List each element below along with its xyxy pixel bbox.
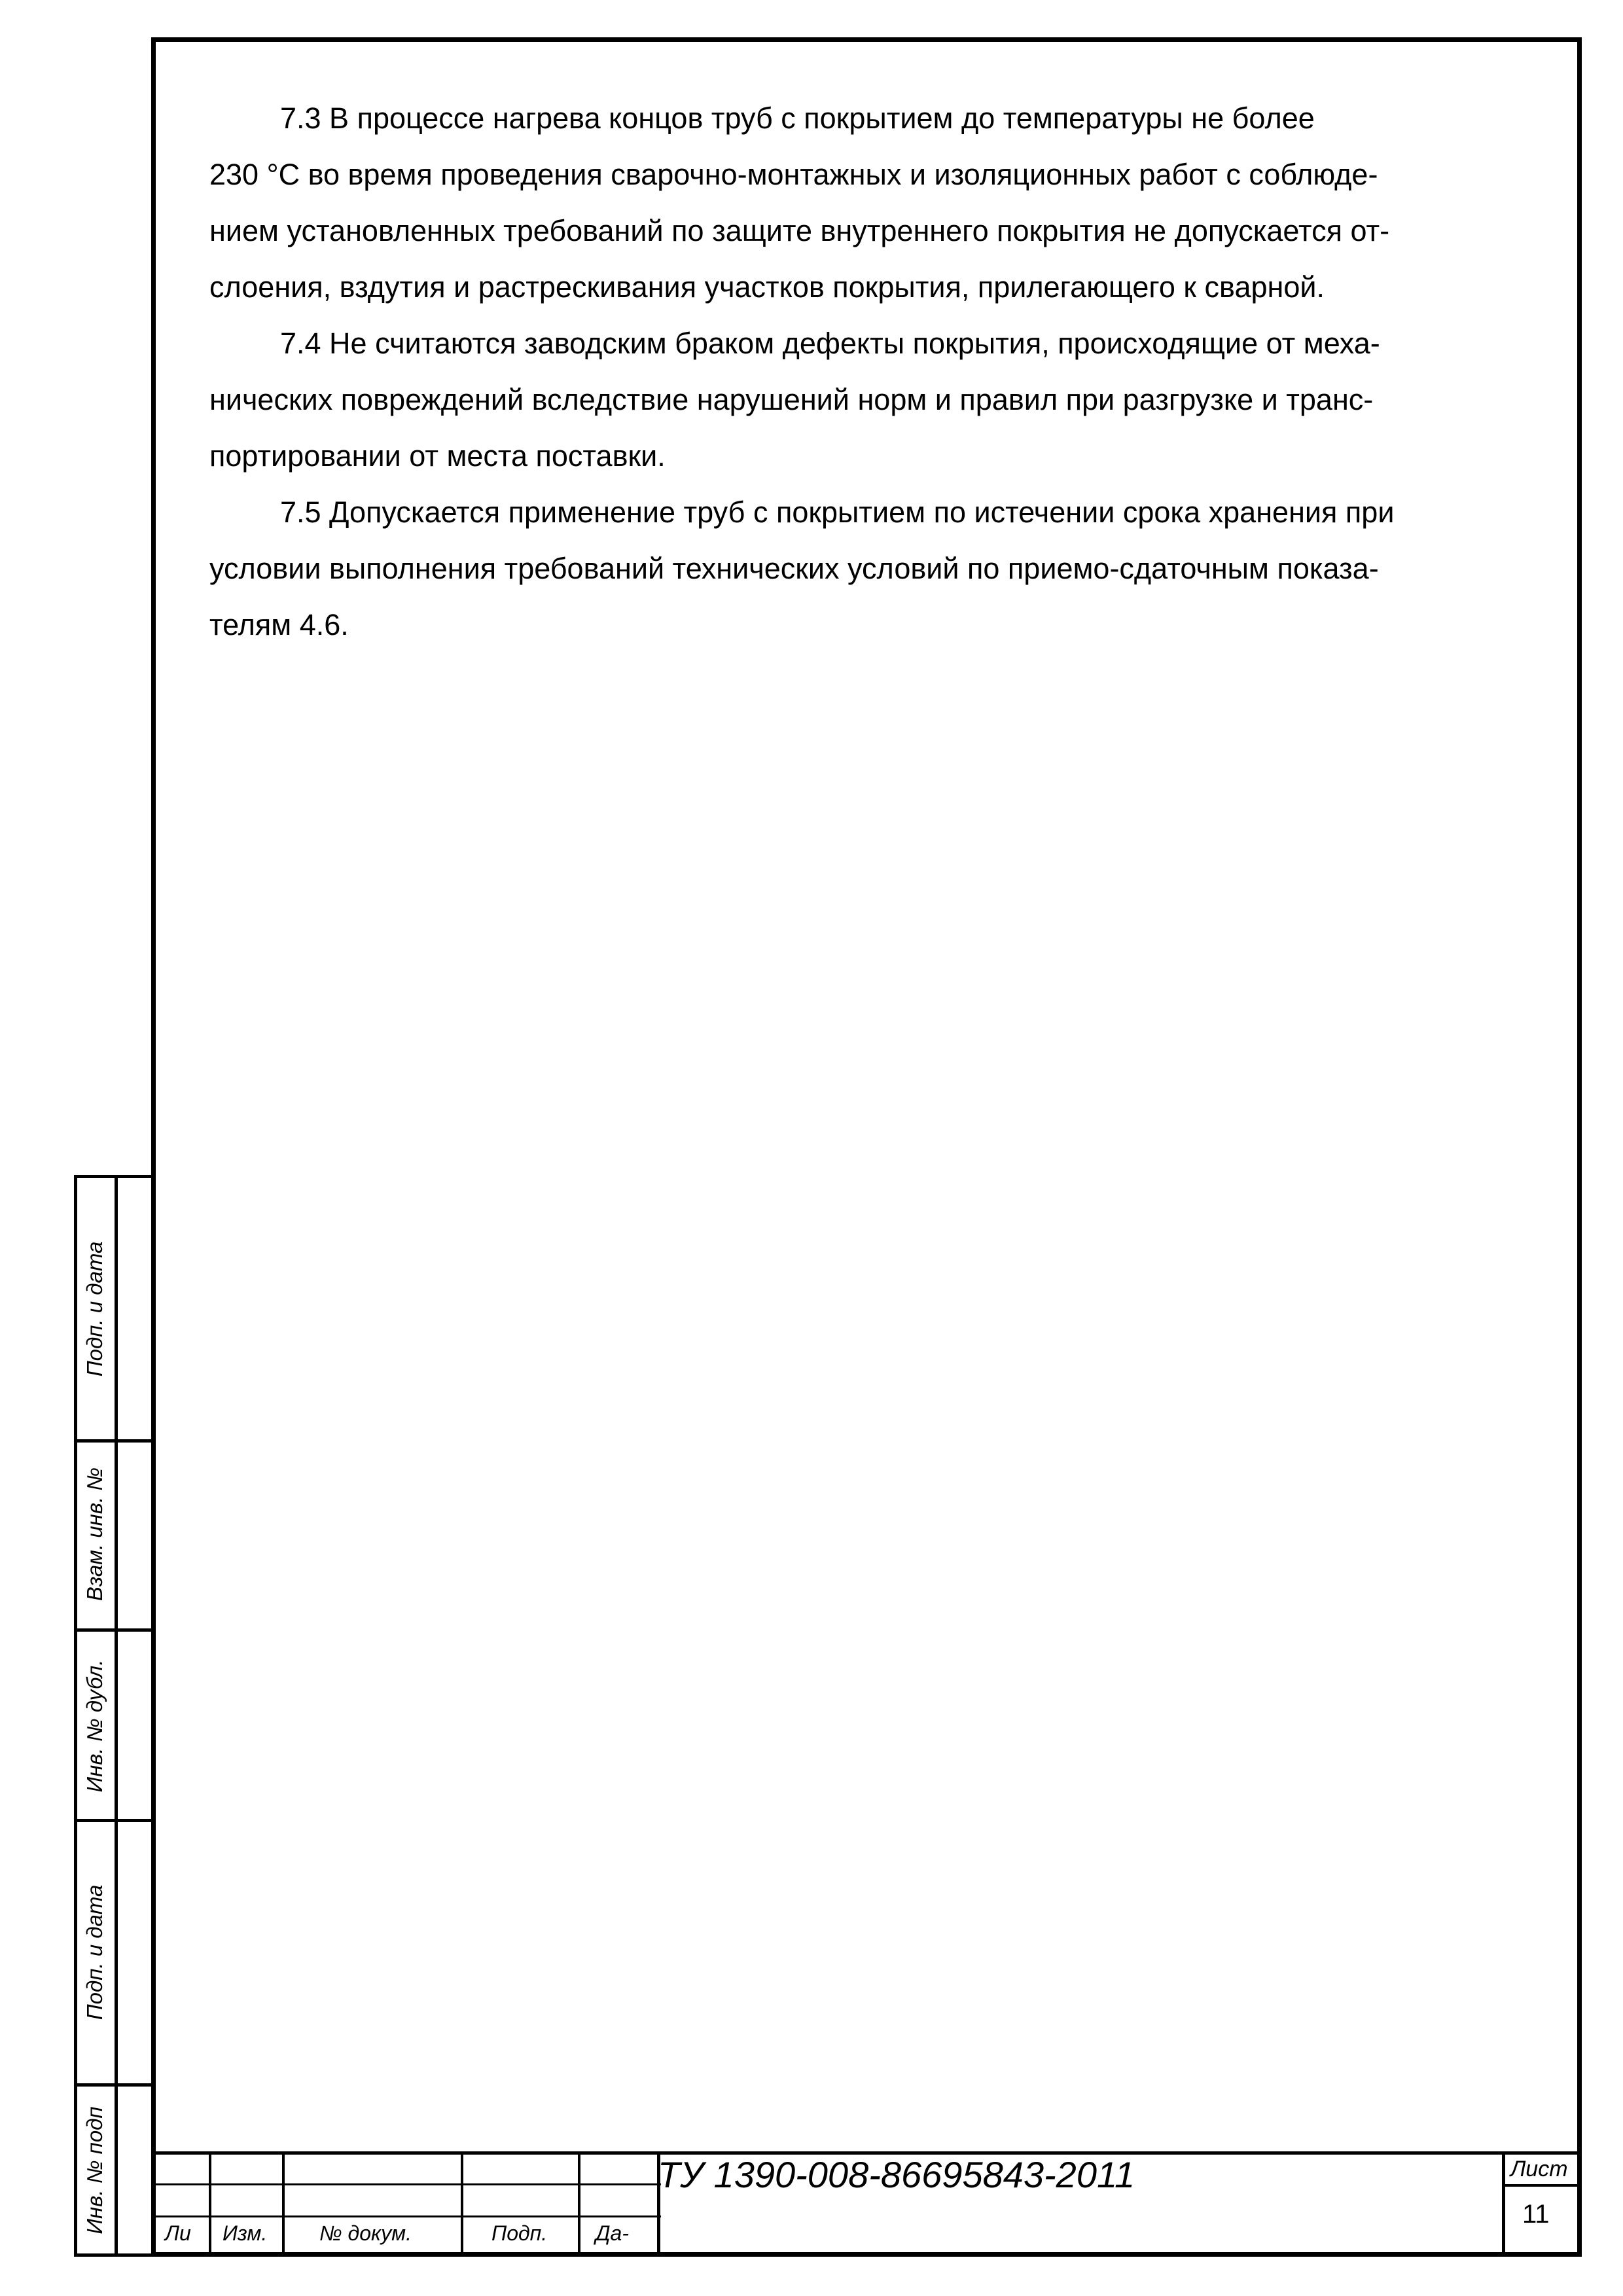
paragraph-7-3 (209, 90, 1544, 315)
sheet-number: 11 (1522, 2200, 1550, 2229)
stamp-label-replaced-inv: Взам. инв. № (82, 1467, 107, 1602)
stamp-label-sign-date-2: Подп. и дата (82, 1884, 107, 2020)
document-body (209, 90, 1544, 653)
col-label-li: Ли (165, 2221, 191, 2245)
col-label-doc-num: № докум. (319, 2221, 412, 2245)
title-block-col-1 (209, 2151, 211, 2257)
stamp-outer-line (74, 1175, 77, 2257)
para-7-5-line-1: 7.5 Допускается применение труб с покрытием по истечении срока хранения при (280, 495, 1395, 529)
para-7-4-line-3: портировании от места поставки. (209, 439, 666, 473)
para-7-5-line-2: условии выполнения требований технических условий по приемо-сдаточным показа- (209, 552, 1379, 585)
sheet-cell-divider (1502, 2184, 1582, 2187)
para-7-3-line-2: 230 °С во время проведения сварочно-монтажных и изоляционных работ с соблюде- (209, 158, 1378, 191)
stamp-label-dup-inv: Инв. № дубл. (82, 1659, 107, 1793)
para-7-3-line-1: 7.3 В процессе нагрева концов труб с покрытием до температуры не более (280, 101, 1315, 135)
paragraph-7-4 (209, 315, 1544, 484)
title-block-row-1 (151, 2183, 661, 2185)
sheet-label: Лист (1510, 2157, 1568, 2181)
col-label-sign: Подп. (491, 2221, 548, 2245)
paragraph-7-5 (209, 484, 1544, 653)
title-block-col-2 (282, 2151, 285, 2257)
para-7-4-line-1: 7.4 Не считаются заводским браком дефекты покрытия, происходящие от меха- (280, 327, 1380, 360)
para-7-3-line-3: нием установленных требований по защите внутреннего покрытия не допускается от- (209, 214, 1390, 247)
document-code: ТУ 1390-008-86695843-2011 (658, 2154, 1135, 2195)
para-7-4-line-2: нических повреждений вследствие нарушений норм и правил при разгрузке и транс- (209, 383, 1374, 416)
stamp-inner-line (115, 1175, 118, 2257)
title-block-row-2 (151, 2215, 661, 2217)
col-label-izm: Изм. (223, 2221, 268, 2245)
stamp-label-sign-date-1: Подп. и дата (82, 1241, 107, 1377)
col-label-date: Да- (596, 2221, 629, 2245)
para-7-5-line-3: телям 4.6. (209, 608, 349, 641)
title-block-col-3 (461, 2151, 463, 2257)
stamp-label-original-inv: Инв. № подп (82, 2106, 107, 2234)
title-block-col-4 (578, 2151, 580, 2257)
para-7-3-line-4: слоения, вздутия и растрескивания участков покрытия, прилегающего к сварной. (209, 270, 1325, 304)
